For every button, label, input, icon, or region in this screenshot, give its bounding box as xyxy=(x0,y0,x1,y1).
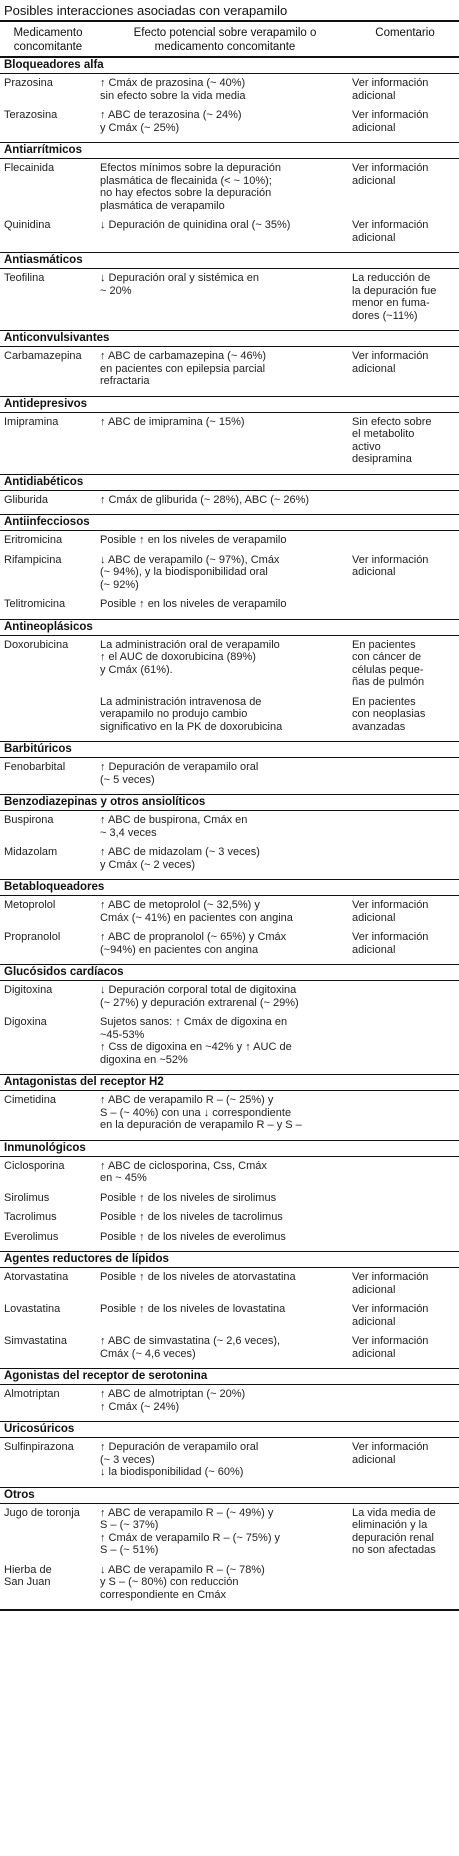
effect-cell: ↓ Depuración de quinidina oral (~ 35%) xyxy=(100,219,291,231)
table-row xyxy=(0,899,459,924)
comment-cell: La vida media de eliminación y la depuración renal no son afectadas xyxy=(352,1506,436,1556)
table-row xyxy=(0,1507,459,1557)
table-row xyxy=(0,494,459,507)
header-comment: Comentario xyxy=(375,27,435,39)
group-heading: Agentes reductores de lípidos xyxy=(0,1251,459,1268)
drug-cell: Terazosina xyxy=(4,109,58,121)
table-row xyxy=(0,1160,459,1185)
comment-cell: Ver información adicional xyxy=(352,1271,429,1296)
table-row xyxy=(0,1564,459,1602)
comment-cell: Ver información adicional xyxy=(352,350,429,375)
table-row xyxy=(0,846,459,871)
effect-cell: ↑ ABC de buspirona, Cmáx en ~ 3,4 veces xyxy=(100,814,248,839)
table-row xyxy=(0,1441,459,1479)
table-row xyxy=(0,350,459,388)
effect-cell: ↑ ABC de ciclosporina, Css, Cmáx en ~ 45% xyxy=(100,1159,267,1184)
group-heading: Anticonvulsivantes xyxy=(0,330,459,347)
table-row xyxy=(0,554,459,592)
effect-cell: La administración oral de verapamilo ↑ el AUC de doxorubicina (89%) y Cmáx (61%). xyxy=(100,638,280,676)
drug-cell: Simvastatina xyxy=(4,1335,67,1347)
effect-cell: Posible ↑ de los niveles de lovastatina xyxy=(100,1303,286,1315)
table-row xyxy=(0,416,459,466)
effect-cell: Posible ↑ de los niveles de everolimus xyxy=(100,1230,286,1243)
table-row xyxy=(0,696,459,734)
effect-cell: Posible ↑ en los niveles de verapamilo xyxy=(100,598,287,610)
comment-cell: Ver información adicional xyxy=(352,109,429,134)
drug-cell: Tacrolimus xyxy=(4,1211,57,1223)
drug-cell: Hierba de San Juan xyxy=(4,1563,52,1588)
group-heading: Glucósidos cardíacos xyxy=(0,964,459,981)
effect-cell: Posible ↑ de los niveles de tacrolimus xyxy=(100,1211,283,1223)
drug-cell: Prazosina xyxy=(4,77,53,89)
drug-cell: Metoprolol xyxy=(4,899,56,911)
table-row xyxy=(0,598,459,611)
effect-cell: Posible ↑ en los niveles de verapamilo xyxy=(100,534,287,546)
group-heading: Antagonistas del receptor H2 xyxy=(0,1074,459,1091)
group-heading: Uricosúricos xyxy=(0,1421,459,1438)
table-title: Posibles interacciones asociadas con verapamilo xyxy=(4,3,288,18)
drug-cell: Cimetidina xyxy=(4,1094,56,1106)
comment-cell: Ver información adicional xyxy=(352,1441,429,1466)
drug-cell: Everolimus xyxy=(4,1230,59,1243)
group-heading: Bloqueadores alfa xyxy=(0,57,459,74)
effect-cell: ↑ ABC de propranolol (~ 65%) y Cmáx (~94%) en pacientes con angina xyxy=(100,931,287,956)
comment-cell: Ver información adicional xyxy=(352,899,429,924)
group-heading: Betabloqueadores xyxy=(0,879,459,896)
group-heading: Antidepresivos xyxy=(0,396,459,413)
table-row xyxy=(0,1335,459,1360)
effect-cell: La administración intravenosa de verapamilo no produjo cambio significativo en la PK de doxorubicina xyxy=(100,695,283,733)
drug-cell: Sirolimus xyxy=(4,1191,50,1204)
effect-cell: ↑ ABC de imipramina (~ 15%) xyxy=(100,415,245,428)
drug-cell: Atorvastatina xyxy=(4,1271,69,1283)
header-drug: Medicamento concomitante xyxy=(13,27,83,53)
effect-cell: ↓ Depuración corporal total de digitoxina (~ 27%) y depuración extrarenal (~ 29%) xyxy=(100,984,299,1009)
drug-cell: Sulfinpirazona xyxy=(4,1441,74,1453)
table-row xyxy=(0,1192,459,1205)
drug-cell: Teofilina xyxy=(4,272,45,284)
group-heading: Antiarrítmicos xyxy=(0,142,459,159)
drug-cell: Ciclosporina xyxy=(4,1159,65,1172)
table-row xyxy=(0,1303,459,1328)
table-row xyxy=(0,931,459,956)
group-heading: Antidiabéticos xyxy=(0,474,459,491)
drug-cell: Flecainida xyxy=(4,162,55,174)
comment-cell: Ver información adicional xyxy=(352,553,429,578)
effect-cell: ↑ Depuración de verapamilo oral (~ 3 veces) ↓ la biodisponibilidad (~ 60%) xyxy=(100,1441,259,1478)
effect-cell: ↑ ABC de verapamilo R – (~ 49%) y S – (~ 37%) ↑ Cmáx de verapamilo R – (~ 75%) y S – (~ 51%) xyxy=(100,1506,281,1556)
table-row xyxy=(0,77,459,102)
table-row xyxy=(0,1016,459,1066)
group-heading: Inmunológicos xyxy=(0,1140,459,1157)
effect-cell: ↑ ABC de terazosina (~ 24%) y Cmáx (~ 25%) xyxy=(100,109,242,134)
drug-cell: Quinidina xyxy=(4,219,51,231)
effect-cell: ↑ ABC de midazolam (~ 3 veces) y Cmáx (~ 2 veces) xyxy=(100,846,260,871)
table-row xyxy=(0,814,459,839)
comment-cell: Ver información adicional xyxy=(352,219,429,244)
comment-cell: Ver información adicional xyxy=(352,1335,429,1360)
table-row xyxy=(0,1271,459,1296)
comment-cell: En pacientes con cáncer de células peque- ñas de pulmón xyxy=(352,638,425,688)
comment-cell: La reducción de la depuración fue menor en fuma- dores (~11%) xyxy=(352,272,437,322)
drug-cell: Rifampicina xyxy=(4,553,62,566)
effect-cell: ↑ ABC de simvastatina (~ 2,6 veces), Cmáx (~ 4,6 veces) xyxy=(100,1335,281,1360)
drug-cell: Propranolol xyxy=(4,931,61,943)
comment-cell: Sin efecto sobre el metabolito activo desipramina xyxy=(352,415,432,465)
effect-cell: Efectos mínimos sobre la depuración plasmática de flecainida (< ~ 10%); no hay efectos sobre la depuración plasmática de verapamilo xyxy=(100,162,281,212)
drug-cell: Telitromicina xyxy=(4,598,66,610)
comment-cell: Ver información adicional xyxy=(352,931,429,956)
group-heading: Barbitúricos xyxy=(0,741,459,758)
drug-cell: Doxorubicina xyxy=(4,638,69,651)
table-row xyxy=(0,272,459,322)
comment-cell: En pacientes con neoplasias avanzadas xyxy=(352,695,426,733)
effect-cell: ↑ Cmáx de prazosina (~ 40%) sin efecto sobre la vida media xyxy=(100,77,246,102)
drug-cell: Imipramina xyxy=(4,415,59,428)
top-rule xyxy=(0,20,459,22)
comment-cell: Ver información adicional xyxy=(352,162,429,187)
bottom-rule xyxy=(0,1609,459,1611)
drug-cell: Midazolam xyxy=(4,846,58,858)
drug-cell: Digoxina xyxy=(4,1016,47,1028)
drug-cell: Carbamazepina xyxy=(4,350,82,362)
drug-cell: Digitoxina xyxy=(4,984,53,996)
effect-cell: Posible ↑ de los niveles de atorvastatina xyxy=(100,1271,296,1283)
table-row xyxy=(0,109,459,134)
table-row xyxy=(0,1211,459,1224)
drug-cell: Almotriptan xyxy=(4,1388,60,1400)
table-row xyxy=(0,534,459,547)
effect-cell: ↑ Depuración de verapamilo oral (~ 5 veces) xyxy=(100,761,259,786)
effect-cell: ↑ ABC de metoprolol (~ 32,5%) y Cmáx (~ 41%) en pacientes con angina xyxy=(100,899,293,924)
effect-cell: ↑ ABC de almotriptan (~ 20%) ↑ Cmáx (~ 24%) xyxy=(100,1388,246,1413)
table-row xyxy=(0,162,459,212)
drug-cell: Lovastatina xyxy=(4,1303,61,1315)
group-heading: Antineoplásicos xyxy=(0,619,459,636)
table-row xyxy=(0,761,459,786)
group-heading: Otros xyxy=(0,1487,459,1504)
drug-cell: Jugo de toronja xyxy=(4,1506,80,1519)
drug-cell: Fenobarbital xyxy=(4,761,66,773)
group-heading: Agonistas del receptor de serotonina xyxy=(0,1368,459,1385)
effect-cell: Posible ↑ de los niveles de sirolimus xyxy=(100,1191,277,1204)
comment-cell: Ver información adicional xyxy=(352,1303,429,1328)
drug-cell: Buspirona xyxy=(4,814,54,826)
group-heading: Antiinfecciosos xyxy=(0,514,459,531)
table-row xyxy=(0,639,459,689)
effect-cell: ↑ Cmáx de gliburida (~ 28%), ABC (~ 26%) xyxy=(100,493,310,506)
group-heading: Antiasmáticos xyxy=(0,252,459,269)
table-row xyxy=(0,219,459,244)
effect-cell: Sujetos sanos: ↑ Cmáx de digoxina en ~45-53% ↑ Css de digoxina en ~42% y ↑ AUC de digoxina en ~52% xyxy=(100,1016,292,1066)
drug-cell: Eritromicina xyxy=(4,534,63,546)
table-row xyxy=(0,1231,459,1244)
table-row xyxy=(0,1094,459,1132)
effect-cell: ↓ ABC de verapamilo (~ 97%), Cmáx (~ 94%), y la biodisponibilidad oral (~ 92%) xyxy=(100,553,280,591)
effect-cell: ↑ ABC de verapamilo R – (~ 25%) y S – (~ 40%) con una ↓ correspondiente en la depuración de verapamilo R – y S – xyxy=(100,1094,302,1131)
effect-cell: ↓ Depuración oral y sistémica en ~ 20% xyxy=(100,272,259,297)
effect-cell: ↓ ABC de verapamilo R – (~ 78%) y S – (~ 80%) con reducción correspondiente en Cmáx xyxy=(100,1563,265,1601)
group-heading: Benzodiazepinas y otros ansiolíticos xyxy=(0,794,459,811)
effect-cell: ↑ ABC de carbamazepina (~ 46%) en pacientes con epilepsia parcial refractaria xyxy=(100,350,267,387)
drug-cell: Gliburida xyxy=(4,493,49,506)
table-row xyxy=(0,1388,459,1413)
header-effect: Efecto potencial sobre verapamilo o medicamento concomitante xyxy=(133,27,317,53)
comment-cell: Ver información adicional xyxy=(352,77,429,102)
table-row xyxy=(0,984,459,1009)
